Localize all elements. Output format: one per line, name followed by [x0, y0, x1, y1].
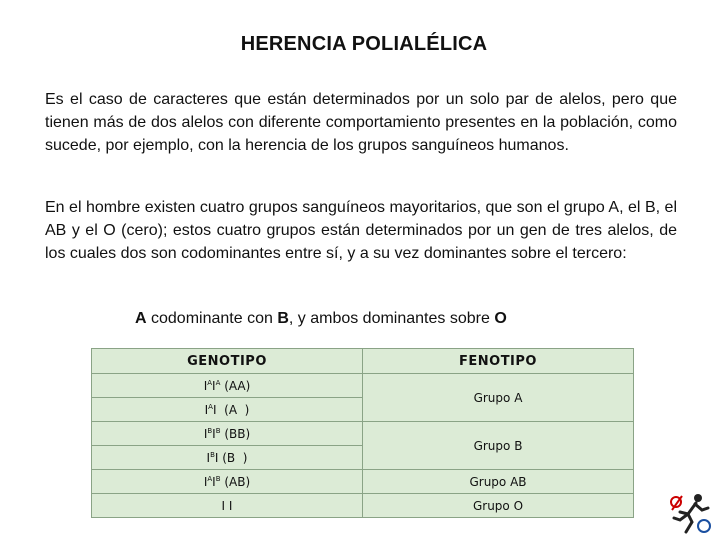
table-row	[92, 470, 634, 494]
genotype-phenotype-table	[91, 348, 634, 518]
table-row	[92, 494, 634, 518]
table-row	[92, 374, 634, 398]
allele-a: A	[135, 310, 147, 327]
phenotype-cell: Grupo A	[363, 374, 634, 422]
genotype-cell: $I^AI$ (A )	[92, 398, 363, 422]
phenotype-cell: Grupo AB	[363, 470, 634, 494]
phenotype-cell: Grupo O	[363, 494, 634, 518]
table-row	[92, 422, 634, 446]
genotype-cell: I I	[92, 494, 363, 518]
table-header-row	[92, 349, 634, 374]
header-genotipo: GENOTIPO	[92, 349, 363, 374]
phenotype-cell: Grupo B	[363, 422, 634, 470]
blood-groups-paragraph: En el hombre existen cuatro grupos sanguíneos mayoritarios, que son el grupo A, el B, el AB y el O (cero); estos cuatro grupos están determinados por un gen de tres alelos, de los cuales dos son codominantes entre sí, y a su vez dominantes sobre el tercero:	[45, 199, 677, 262]
rule-text-2: , y ambos dominantes sobre	[288, 310, 495, 327]
page-title: HERENCIA POLIALÉLICA	[240, 33, 488, 55]
dominance-rule	[135, 310, 507, 328]
header-fenotipo: FENOTIPO	[363, 349, 634, 374]
allele-b: B	[277, 310, 289, 327]
running-figure-icon	[668, 492, 712, 536]
intro-paragraph: Es el caso de caracteres que están determinados por un solo par de alelos, pero que tienen más de dos alelos con diferente comportamiento presentes en la población, como sucede, por ejemplo, con la herencia de los grupos sanguíneos humanos.	[45, 91, 677, 154]
genotype-cell: $I^BI^B$ (BB)	[92, 422, 363, 446]
genotype-cell: $I^BI$ (B )	[92, 446, 363, 470]
rule-text-1: codominante con	[146, 310, 278, 327]
allele-o: O	[494, 310, 507, 327]
genotype-cell: $I^AI^A$ (AA)	[92, 374, 363, 398]
genotype-cell: $I^AI^B$ (AB)	[92, 470, 363, 494]
